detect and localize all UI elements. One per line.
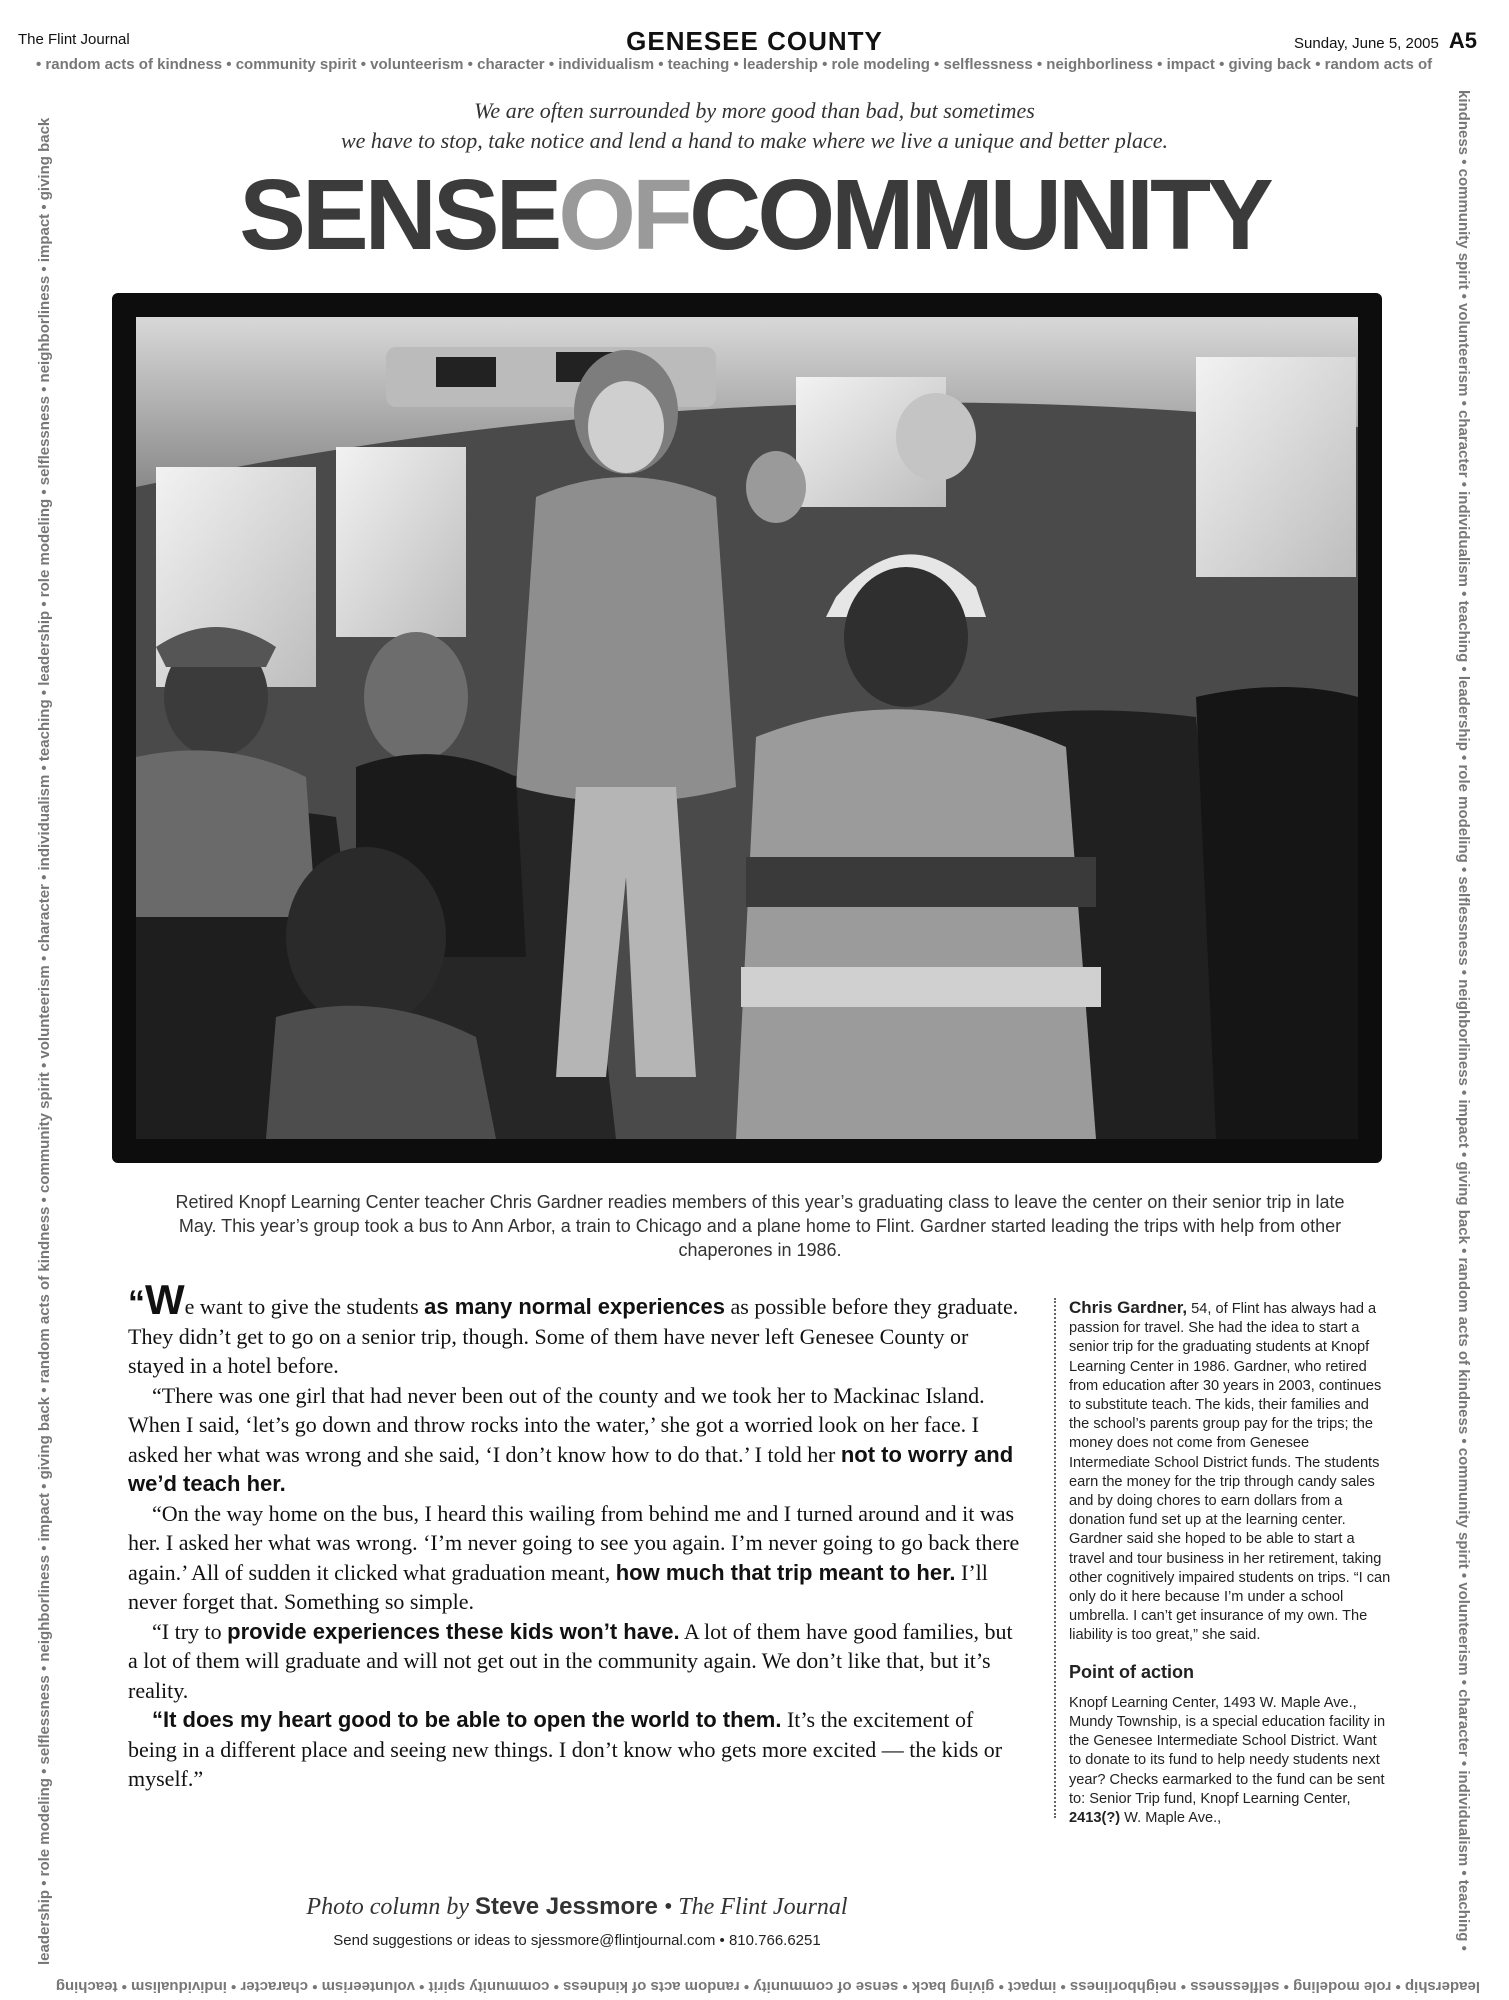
quote-paragraph [128,1381,1026,1499]
quote-text: “I try to [152,1618,228,1644]
point-of-action-text [1069,1694,1391,1828]
bus-window-right [1196,357,1356,577]
quote-paragraph [128,1617,1026,1706]
values-band-bottom: leadership • role modeling • selflessness • neighborliness • impact • giving back • sense of community • random acts of kindness • community spirit • volunteerism • character • individualism • teaching [55,1978,1480,1995]
quote-text: It’s the excitement of being in a different place and seeing new things. I don’t know who gets more excited — the kids or myself.” [128,1707,1003,1791]
values-band-top: • random acts of kindness • community spirit • volunteerism • character • individualism • teaching • leadership • role modeling • selflessness • neighborliness • impact • giving back • random acts of [36,56,1433,73]
quote-text: e want to give the students [184,1294,425,1319]
point-of-action-heading: Point of action [1069,1661,1194,1682]
quote-text: I’ll never forget that. Something so simple. [128,1559,988,1614]
feature-photo [112,293,1382,1163]
photo-credit [128,1893,1026,1921]
quote-highlight: provide experiences these kids won’t have. [227,1618,680,1644]
quote-text: A lot of them have good families, but a lot of them will graduate and will not get out in the community again. We don’t like that, but it’s reality. [128,1618,1013,1703]
quote-body [128,1276,1026,1794]
title-part-of: OF [558,159,690,271]
action-address-number: 2413(?) [1069,1810,1121,1827]
contact-line: Send suggestions or ideas to sjessmore@flintjournal.com • 810.766.6251 [333,1932,821,1949]
newspaper-name: The Flint Journal [18,31,130,48]
column-divider [1054,1298,1056,1818]
title-part-community: COMMUNITY [689,159,1270,271]
quote-highlight: as many normal experiences [424,1294,725,1319]
open-quote-mark: “ [128,1284,145,1322]
sidebar [1069,1298,1391,1828]
intro-text [0,96,1509,156]
date-and-page [1294,28,1477,54]
intro-line-2: we have to stop, take notice and lend a hand to make where we live a unique and better place. [340,128,1169,153]
page-title [0,160,1509,270]
quote-paragraph [128,1499,1026,1617]
sidebar-name: Chris Gardner, [1069,1298,1188,1317]
credit-suffix: • The Flint Journal [657,1894,848,1920]
issue-date: Sunday, June 5, 2005 [1294,35,1439,52]
section-title: GENESEE COUNTY [626,26,883,56]
quote-highlight: “It does my heart good to be able to open the world to them. [152,1707,782,1732]
quote-text: as possible before they graduate. They didn’t get to go on a senior trip, though. Some of them have never left Genesee County or stayed in a hotel before. [128,1294,1019,1378]
quote-highlight: not to worry and we’d teach her. [128,1441,1014,1496]
page-number: A5 [1448,28,1477,53]
sidebar-bio [1069,1298,1391,1646]
action-text: Knopf Learning Center, 1493 W. Maple Ave., Mundy Township, is a special education facility in the Genesee Intermediate School District. Want to donate to its fund to help needy students next year? Checks earmarked to the fund can be sent to: Senior Trip fund, Knopf Learning Center, [1069,1694,1386,1807]
quote-text: “There was one girl that had never been out of the county and we took her to Mackinac Island. When I said, ‘let’s go down and throw rocks into the water,’ she got a worried look on her face. I asked her what was wrong and she said, ‘I don’t know how to do that.’ I told her [128,1382,985,1467]
school-bus-photo [136,317,1358,1139]
quote-text: “On the way home on the bus, I heard this wailing from behind me and I turned around and it was her. I asked her what was wrong. ‘I’m never going to see you again. I’m never going to go back there again.’ All of sudden it clicked what graduation meant, [128,1500,1020,1585]
values-band-left: leadership • role modeling • selflessness • neighborliness • impact • giving back • random acts of kindness • community spirit • volunteerism • character • individualism • teaching • leadership • role modeling • selflessness • neighborliness • impact • giving back [36,117,53,1965]
quote-highlight: how much that trip meant to her. [615,1559,956,1585]
values-band-right: kindness • community spirit • volunteerism • character • individualism • teaching • leadership • role modeling • selflessness • neighborliness • impact • giving back • random acts of kindness • community spirit • volunteerism • character • individualism • teaching • [1455,90,1472,1951]
photographer-name: Steve Jessmore [475,1893,658,1920]
action-text: W. Maple Ave., [1120,1810,1222,1827]
title-part-sense: SENSE [239,159,559,271]
photo-caption: Retired Knopf Learning Center teacher Chris Gardner readies members of this year’s graduating class to leave the center on their senior trip in late May. This year’s group took a bus to Ann Arbor, a train to Chicago and a plane home to Flint. Gardner started leading the trips with help from other chaperones in 1986. [175,1192,1345,1260]
quote-paragraph [128,1276,1026,1381]
credit-prefix: Photo column by [306,1894,476,1920]
sidebar-bio-text: 54, of Flint has always had a passion for travel. She had the idea to start a senior trip for the graduating students at Knopf Learning Center in 1986. Gardner, who retired from education after 30 years in 2003, continues to substitute teach. The kids, their families and the school’s parents group pay for the trips; the money does not come from Genesee Intermediate School District funds. The students earn the money for the trip through candy sales and by doing chores to earn dollars from a donation fund set up at the learning center. Gardner said she hoped to be able to start a travel and tour business in her retirement, taking other cognitively impaired students on trips. “I can only do it here because I’m under a school umbrella. I can’t get insurance of my own. The liability is too great,” she said. [1069,1301,1391,1644]
intro-line-1: We are often surrounded by more good than bad, but sometimes [474,98,1035,123]
drop-letter: W [145,1276,185,1323]
quote-paragraph [128,1705,1026,1794]
